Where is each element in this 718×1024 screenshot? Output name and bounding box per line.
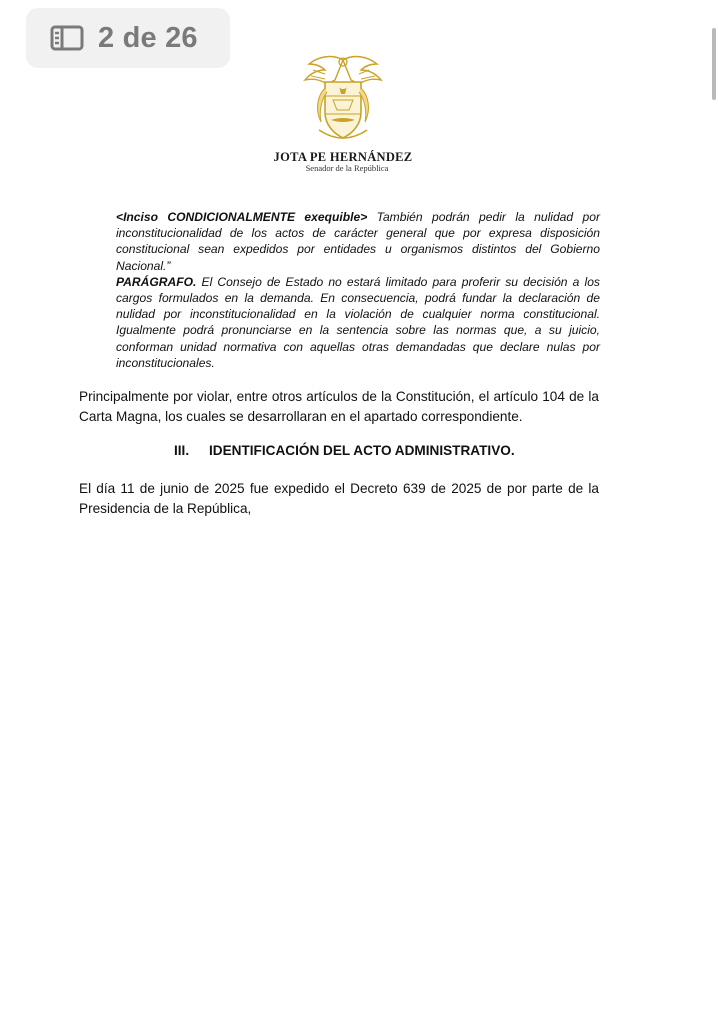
coat-of-arms-icon: [295, 50, 391, 150]
senator-role: Senador de la República: [305, 163, 389, 173]
inciso-label: <Inciso CONDICIONALMENTE exequible>: [116, 210, 368, 224]
senator-name: JOTA PE HERNÁNDEZ: [273, 150, 413, 164]
scrollbar[interactable]: [712, 28, 716, 100]
paragrafo-text: El Consejo de Estado no estará limitado para proferir su decisión a los cargos formulados en la demanda. En consecuencia, podrá fundar la declaración de nulidad por inconstitucionalidad en la violación de cualquier norma constitucional. Igualmente podrá pronunciarse en la sentencia sobre las normas que, a su juicio, conforman unidad normativa con aquellas otras demandadas que declare nulas por inconstitucionales.: [116, 274, 600, 370]
section-number: III.: [174, 443, 190, 458]
paragrafo-label: PARÁGRAFO.: [116, 274, 197, 289]
legal-quote-block: [116, 209, 600, 371]
document-pages-icon: [50, 24, 86, 52]
page-count: 2 de 26: [98, 21, 198, 54]
section-heading: [174, 443, 515, 458]
section-title: IDENTIFICACIÓN DEL ACTO ADMINISTRATIVO.: [209, 443, 515, 458]
paragrafo-paragraph: [116, 274, 600, 371]
page-indicator[interactable]: [26, 8, 230, 68]
inciso-paragraph: [116, 209, 600, 274]
body-paragraph-1: Principalmente por violar, entre otros artículos de la Constitución, el artículo 104 de la Carta Magna, los cuales se desarrollaran en el apartado correspondiente.: [79, 389, 599, 424]
inciso-text: También podrán pedir la nulidad por inconstitucionalidad de los actos de carácter general que por expresa disposición constitucional sean expedidos por entidades u organismos distintos del Gobierno Nacional.”: [116, 210, 600, 273]
body-paragraph-2: El día 11 de junio de 2025 fue expedido el Decreto 639 de 2025 de por parte de la Presidencia de la República,: [79, 481, 599, 516]
